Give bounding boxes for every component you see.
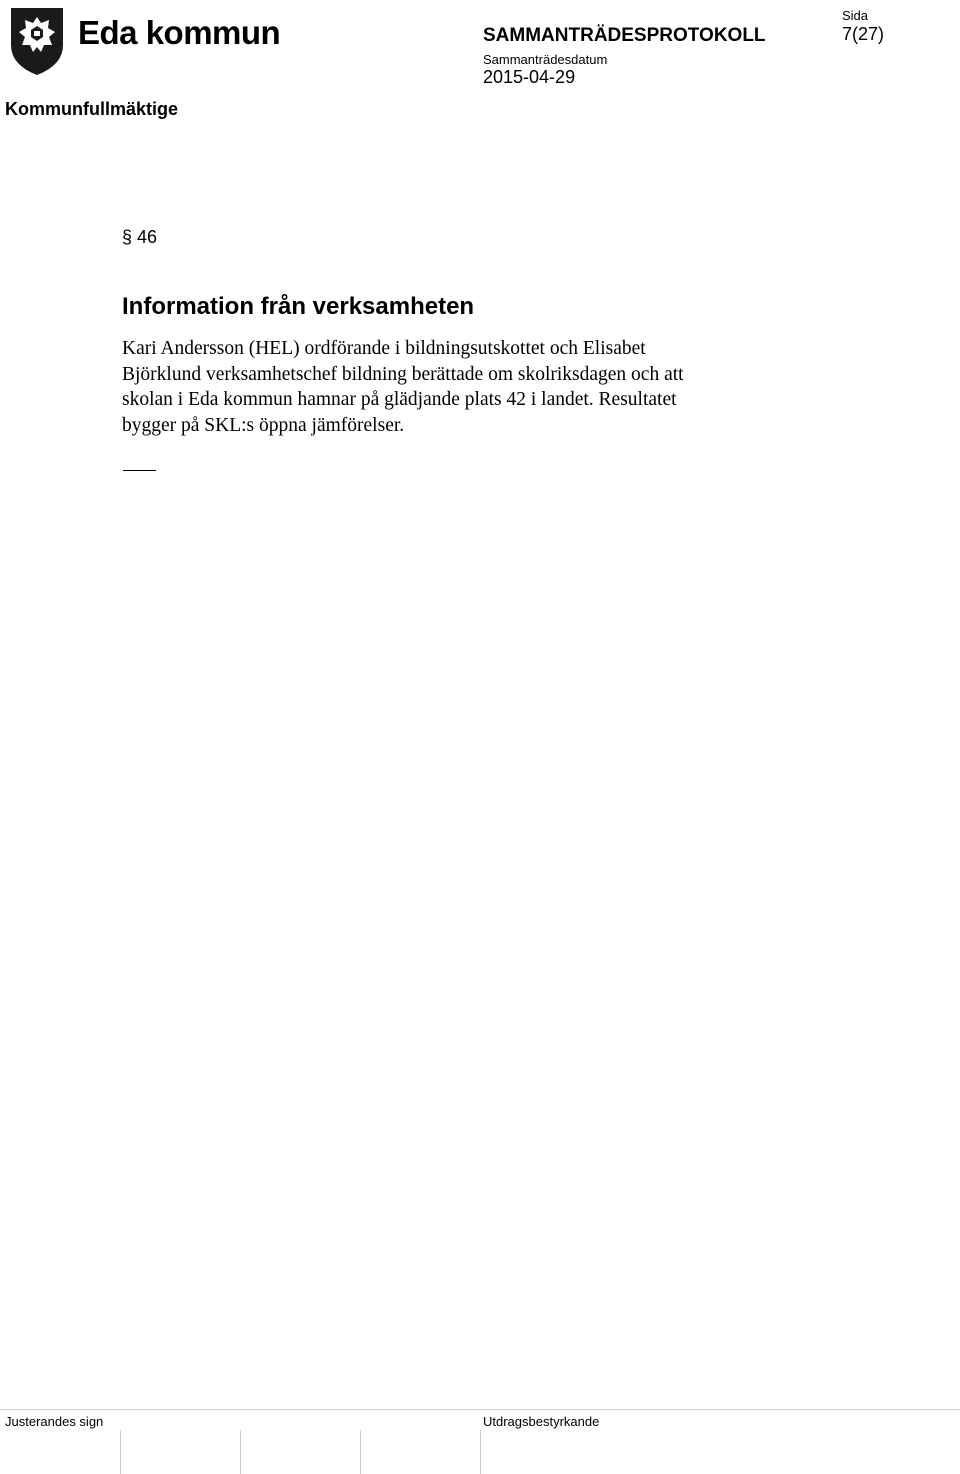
- meeting-date-label: Sammanträdesdatum: [483, 52, 608, 67]
- signature-box-divider: [360, 1430, 361, 1474]
- meeting-date: 2015-04-29: [483, 67, 576, 87]
- page-label: Sida: [842, 8, 869, 23]
- paragraph-number-value: 46: [137, 227, 158, 247]
- body-line: bygger på SKL:s öppna jämförelser.: [122, 414, 405, 436]
- adjuster-signature-label: Justerandes sign: [5, 1414, 104, 1429]
- footer-divider: [0, 1409, 960, 1410]
- document-type: SAMMANTRÄDESPROTOKOLL: [483, 25, 766, 46]
- paragraph-sign: §: [122, 227, 133, 247]
- section-title: Information från verksamheten: [122, 293, 475, 320]
- paragraph-number: [122, 227, 157, 248]
- governing-body: Kommunfullmäktige: [5, 99, 179, 119]
- body-line: skolan i Eda kommun hamnar på glädjande plats 42 i landet. Resultatet: [122, 389, 677, 410]
- signature-box-divider: [240, 1430, 241, 1474]
- body-text: [122, 336, 822, 438]
- signature-box-divider: [120, 1430, 121, 1474]
- page-number: 7(27): [842, 24, 885, 44]
- body-line: Björklund verksamhetschef bildning berättade om skolriksdagen och att: [122, 363, 684, 385]
- section-end-rule: [123, 470, 156, 471]
- organization-name: Eda kommun: [78, 14, 281, 51]
- signature-box-divider: [480, 1430, 481, 1474]
- body-line: Kari Andersson (HEL) ordförande i bildningsutskottet och Elisabet: [122, 338, 646, 359]
- fortress-shield-icon: [8, 5, 66, 77]
- extract-certification-label: Utdragsbestyrkande: [483, 1414, 600, 1429]
